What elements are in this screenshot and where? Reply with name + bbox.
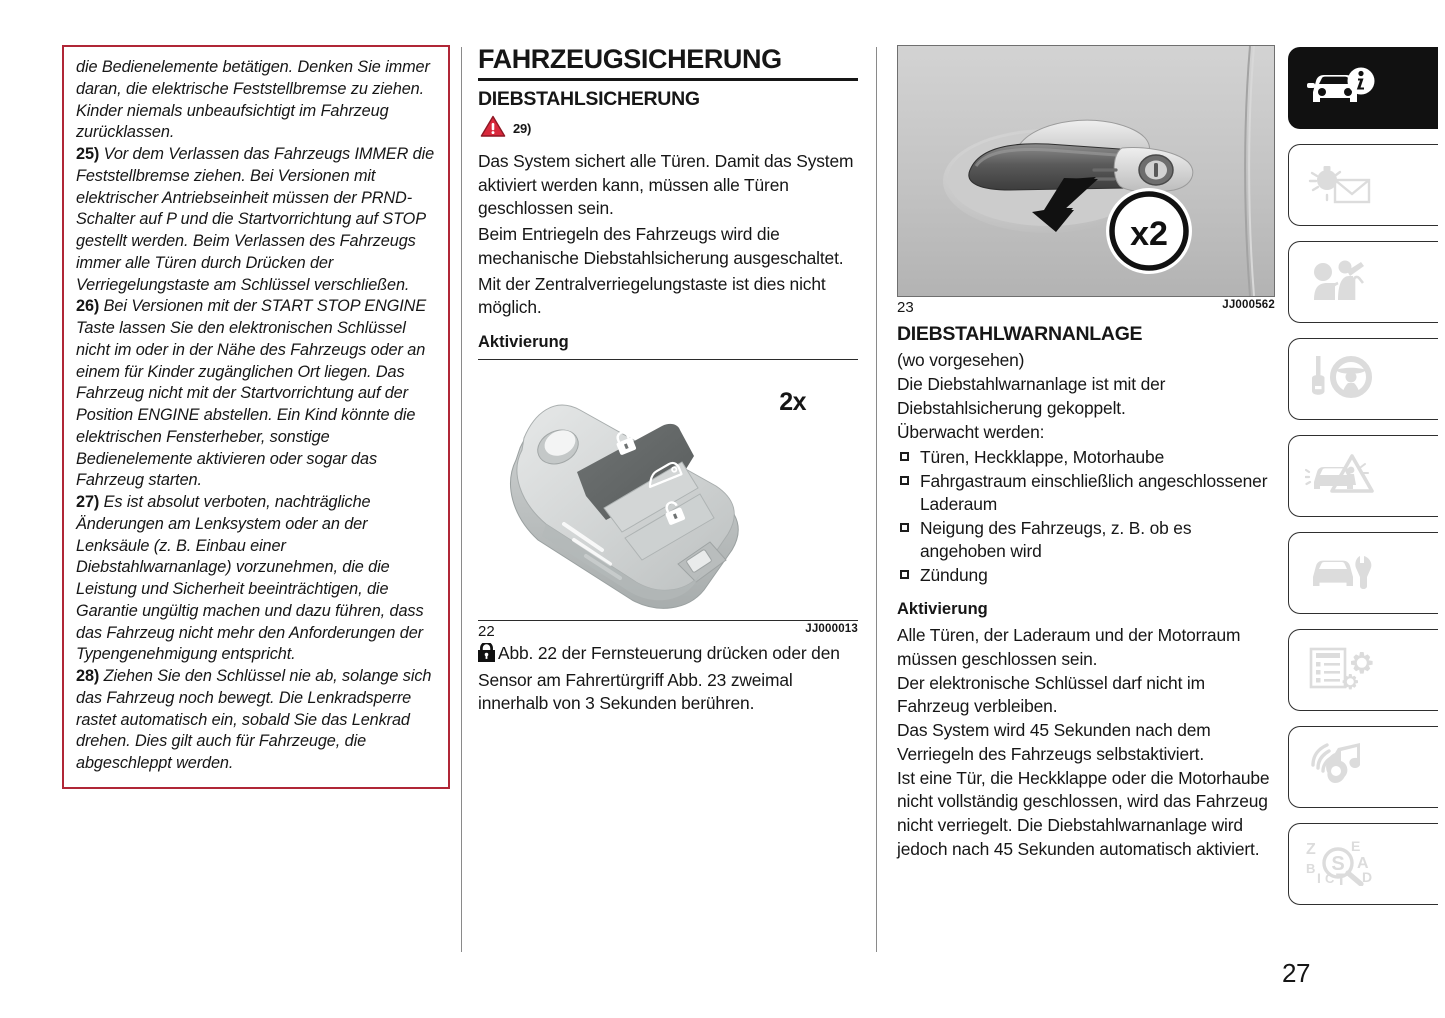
list-item: Türen, Heckklappe, Motorhaube [897,446,1275,469]
subsection-title-aktivierung: Aktivierung [478,333,569,352]
figure-code: JJ000562 [1222,299,1275,311]
door-handle-sensor-photo [898,46,1274,296]
figure-instruction-paragraph [478,642,858,716]
svg-text:B: B [1306,860,1316,876]
dashboard-warning-lights-icon [1305,159,1377,212]
figure-number: 23 [897,299,914,316]
section-title-alarm: DIEBSTAHLWARNANLAGE [897,323,1143,345]
repeat-badge-circle [1106,188,1192,274]
emergency-breakdown-icon [1305,450,1377,503]
middle-column [478,45,858,716]
subsection-title-aktivierung: Aktivierung [897,600,988,619]
sidebar-tab-emergency[interactable] [1288,435,1438,517]
car-key-fob-illustration [482,364,782,612]
body-paragraph: Ist eine Tür, die Heckklappe oder die Motorhaube nicht vollständig geschlossen, wird das Fahrzeug nicht verriegelt. Die Diebstahlwarnanlage wird jedoch nach 45 Sekunden automatisch aktiviert. [897,767,1270,859]
warning-text: Vor dem Verlassen das Fahrzeugs IMMER die Feststellbremse ziehen. Bei Versionen mit elektrischer Antriebseinheit müssen der PRND-Schalter auf P und die Startvorrichtung auf STOP gestellt werden. Beim Verlassen des Fahrzeugs immer alle Türen durch Drücken der Verriegelungstaste am Schlüssel verschließen. [76,145,435,294]
warning-paragraph [76,492,436,666]
warning-reference-line [480,115,858,143]
figure-number: 22 [478,622,495,640]
sidebar-tab-technical-data[interactable] [1288,629,1438,711]
svg-text:x2: x2 [1130,215,1168,253]
figure-key-fob [478,360,858,614]
svg-text:D: D [1362,868,1373,885]
body-paragraph: Überwacht werden: [897,421,1045,442]
figure-bottom-rule [478,620,858,621]
warning-number: 28) [76,667,100,685]
svg-text:A: A [1357,854,1369,872]
figure-instruction-text: Abb. 22 der Fernsteuerung drücken oder den Sensor am Fahrertürgriff Abb. 23 zweimal innerhalb von 3 Sekunden berühren. [478,642,840,714]
section-title: DIEBSTAHLSICHERUNG [478,88,700,111]
figure-caption-row [897,299,1275,316]
warning-paragraph [76,57,436,144]
monitored-items-list [897,446,1275,587]
seatbelt-safety-icon [1305,256,1377,309]
svg-text:C: C [1325,870,1335,886]
sidebar-tab-index[interactable] [1288,823,1438,905]
list-item: Fahrgastraum einschließlich angeschlossener Laderaum [897,470,1275,516]
figure-caption-row [478,623,858,640]
warning-text: die Bedienelemente betätigen. Denken Sie immer daran, die elektrische Feststellbremse zu ziehen. Kinder niemals unbeaufsichtigt im Fahrzeug zurücklassen. [76,58,430,142]
warning-number: 27) [76,493,100,511]
chapter-tabs-sidebar [1288,47,1438,920]
figure-repeat-badge: 2x [779,387,806,416]
list-item: Neigung des Fahrzeugs, z. B. ob es angehoben wird [897,517,1275,563]
sidebar-tab-dashboard-lights[interactable] [1288,144,1438,226]
warning-paragraph [76,296,436,492]
right-column [897,45,1275,862]
technical-specifications-icon [1305,644,1377,697]
figure-code: JJ000013 [805,622,858,635]
left-column [62,45,450,789]
warning-notes-box [62,45,450,789]
body-paragraph: Mit der Zentralverriegelungstaste ist dies nicht möglich. [478,273,826,318]
car-info-icon [1305,62,1377,115]
warning-reference-number: 29) [513,121,532,137]
lock-icon [478,643,495,669]
warning-text: Es ist absolut verboten, nachträgliche Änderungen am Lenksystem oder an der Lenksäule (z. B. Einbau einer Diebstahlwarnanlage) vorzunehmen, die die Leistung und Sicherheit beeinträchtigen, die Garantie ungültig machen und dazu führen, dass das Fahrzeug nicht mehr den Anforderungen der Typengenehmigung entspricht. [76,493,424,664]
sidebar-tab-multimedia[interactable] [1288,726,1438,808]
body-paragraph: Der elektronische Schlüssel darf nicht im Fahrzeug verbleiben. [897,672,1205,717]
chapter-title: FAHRZEUGSICHERUNG [478,45,858,81]
column-divider-right [876,47,877,952]
body-paragraph: Das System sichert alle Türen. Damit das System aktiviert werden kann, müssen alle Türen geschlossen sein. [478,150,854,219]
alphabetical-index-icon [1305,838,1387,891]
list-item: Zündung [897,564,1275,587]
svg-text:E: E [1351,837,1361,854]
sidebar-tab-starting-driving[interactable] [1288,338,1438,420]
warning-number: 25) [76,145,100,163]
svg-text:I: I [1317,869,1321,886]
availability-note: (wo vorgesehen) [897,350,1025,371]
car-maintenance-wrench-icon [1305,547,1377,600]
warning-number: 26) [76,297,100,316]
warning-text: Ziehen Sie den Schlüssel nie ab, solange sich das Fahrzeug noch bewegt. Die Lenkradsperre rastet automatisch ein, sobald Sie das Lenkrad drehen. Dies gilt auch für Fahrzeuge, die abgeschleppt werden. [76,667,432,772]
body-paragraph: Die Diebstahlwarnanlage ist mit der Diebstahlsicherung gekoppelt. [897,374,1166,418]
warning-triangle-icon [480,115,506,143]
sidebar-tab-safety[interactable] [1288,241,1438,323]
page-number: 27 [1282,958,1310,988]
sidebar-tab-maintenance[interactable] [1288,532,1438,614]
warning-text: Bei Versionen mit der START STOP ENGINE Taste lassen Sie den elektronischen Schlüssel nicht im oder in der Nähe des Fahrzeugs oder an einem für Kinder zugänglichen Ort liegen. Das Fahrzeug nicht mit der Startvorrichtung auf der Position ENGINE abstellen. Ein Kind könnte die elektrischen Fensterheber, sonstige Bedienelemente aktivieren oder sogar das Fahrzeug starten. [76,297,427,490]
multimedia-audio-icon [1305,741,1377,794]
warning-paragraph [76,144,436,296]
door-handle-photo [897,45,1275,297]
svg-text:Z: Z [1306,840,1316,858]
warning-paragraph [76,666,436,775]
column-divider-left [461,47,462,952]
svg-text:T: T [1336,869,1347,886]
svg-text:S: S [1331,852,1345,875]
body-paragraph: Beim Entriegeln des Fahrzeugs wird die mechanische Diebstahlsicherung ausgeschaltet. [478,224,844,268]
key-steering-wheel-icon [1305,353,1377,406]
body-paragraph: Das System wird 45 Sekunden nach dem Verriegeln des Fahrzeugs selbstaktiviert. [897,720,1211,764]
body-paragraph: Alle Türen, der Laderaum und der Motorraum müssen geschlossen sein. [897,625,1241,669]
sidebar-tab-car-info[interactable] [1288,47,1438,129]
